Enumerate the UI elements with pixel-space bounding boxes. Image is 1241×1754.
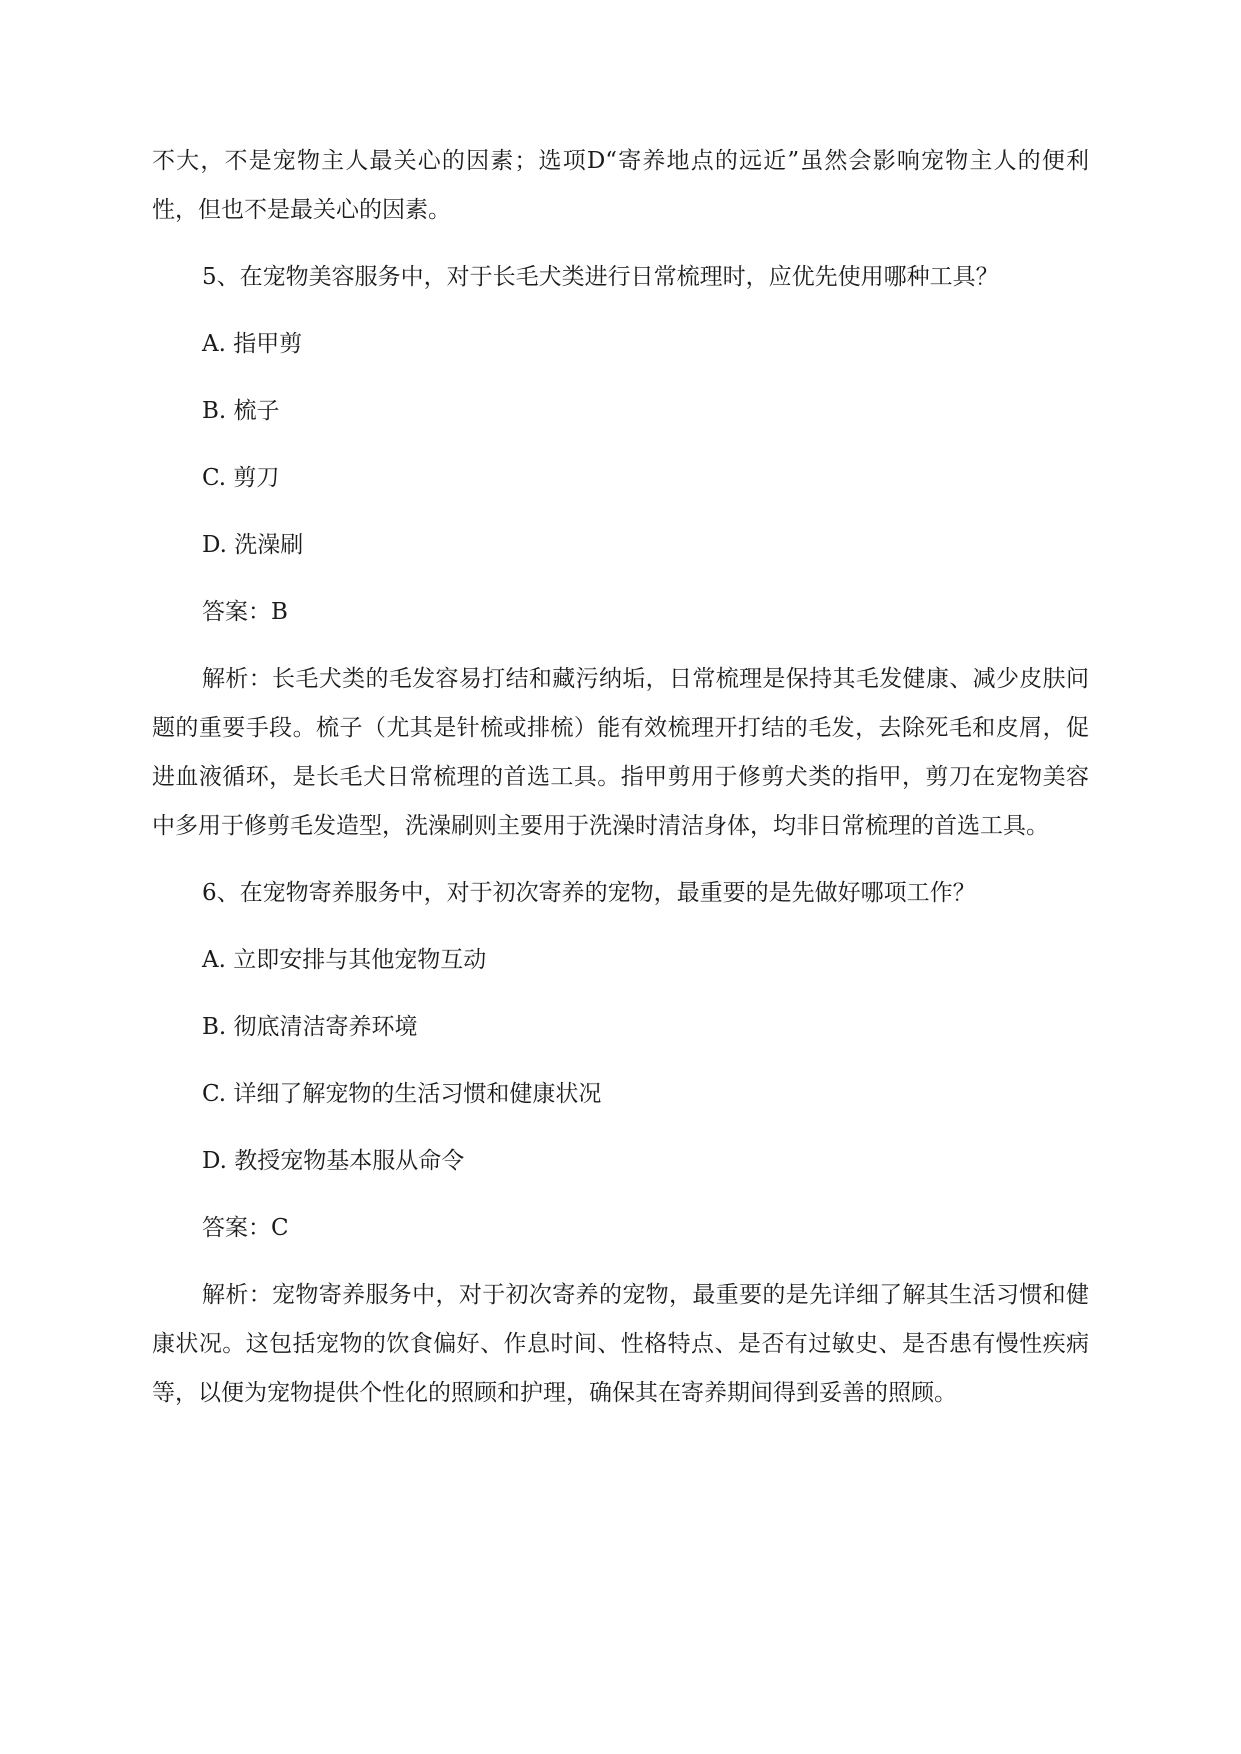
question-6-option-c: C. 详细了解宠物的生活习惯和健康状况 (202, 1081, 602, 1107)
question-6-option-a: A. 立即安排与其他宠物互动 (202, 947, 487, 973)
question-5-option-c: C. 剪刀 (202, 465, 280, 491)
continuation-paragraph: 不大，不是宠物主人最关心的因素；选项D“寄养地点的远近”虽然会影响宠物主人的便利性，但也不是最关心的因素。 (152, 148, 1089, 223)
question-5: 5、在宠物美容服务中，对于长毛犬类进行日常梳理时，应优先使用哪种工具？ (202, 264, 999, 290)
question-6-option-b: B. 彻底清洁寄养环境 (202, 1014, 418, 1040)
question-5-option-b: B. 梳子 (202, 398, 280, 424)
question-5-option-a: A. 指甲剪 (202, 331, 303, 357)
question-5-answer: 答案：B (202, 599, 288, 625)
question-6-option-d: D. 教授宠物基本服从命令 (202, 1148, 465, 1174)
question-6-answer: 答案：C (202, 1215, 289, 1241)
question-5-option-d: D. 洗澡刷 (202, 532, 304, 558)
question-6: 6、在宠物寄养服务中，对于初次寄养的宠物，最重要的是先做好哪项工作？ (202, 880, 976, 906)
question-6-analysis: 解析：宠物寄养服务中，对于初次寄养的宠物，最重要的是先详细了解其生活习惯和健康状况。这包括宠物的饮食偏好、作息时间、性格特点、是否有过敏史、是否患有慢性疾病等，以便为宠物提供个性化的照顾和护理，确保其在寄养期间得到妥善的照顾。 (152, 1282, 1089, 1406)
question-5-analysis: 解析：长毛犬类的毛发容易打结和藏污纳垢，日常梳理是保持其毛发健康、减少皮肤问题的重要手段。梳子（尤其是针梳或排梳）能有效梳理开打结的毛发，去除死毛和皮屑，促进血液循环，是长毛犬日常梳理的首选工具。指甲剪用于修剪犬类的指甲，剪刀在宠物美容中多用于修剪毛发造型，洗澡刷则主要用于洗澡时清洁身体，均非日常梳理的首选工具。 (152, 666, 1089, 839)
